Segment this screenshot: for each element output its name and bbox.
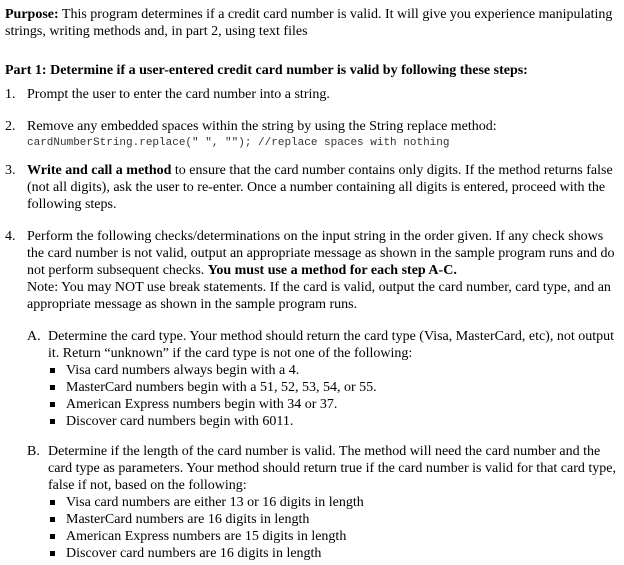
purpose-text: This program determines if a credit card number is valid. It will give you experience manipulating strings, writing methods and, in part 2, using text files xyxy=(5,7,613,39)
step-1-number: 1. xyxy=(5,87,16,102)
part1-heading: Part 1: Determine if a user-entered credit card number is valid by following these steps: xyxy=(5,63,528,78)
step-2-text: Remove any embedded spaces within the string by using the String replace method: xyxy=(27,119,497,134)
list-item: Discover card numbers are 16 digits in length xyxy=(48,545,617,562)
list-item: Visa card numbers always begin with a 4. xyxy=(48,362,617,379)
step-4-number: 4. xyxy=(5,229,16,244)
substep-b-letter: B. xyxy=(27,444,40,459)
list-item: American Express numbers begin with 34 or 37. xyxy=(48,396,617,413)
purpose-label: Purpose: xyxy=(5,7,59,22)
substep-a-text: Determine the card type. Your method should return the card type (Visa, MasterCard, etc), not output it. Return “unknown” if the card type is not one of the following: xyxy=(48,329,615,361)
step-3-body xyxy=(27,162,617,213)
step-1-text: Prompt the user to enter the card number into a string. xyxy=(27,87,330,102)
list-item: MasterCard numbers begin with a 51, 52, 53, 54, or 55. xyxy=(48,379,617,396)
step-2 xyxy=(5,118,617,152)
step-3-bold-lead: Write and call a method xyxy=(27,163,172,178)
substep-a xyxy=(27,328,617,430)
list-item: Visa card numbers are either 13 or 16 digits in length xyxy=(48,494,617,511)
step-3-text: to ensure that the card number contains only digits. If the method returns false (not all digits), ask the user to re-enter. Once a number containing all digits is entered, proceed with the following steps. xyxy=(27,163,613,212)
substep-a-letter: A. xyxy=(27,329,41,344)
step-3-number: 3. xyxy=(5,163,16,178)
step-4 xyxy=(5,228,617,313)
step-3 xyxy=(5,162,617,213)
substep-b-bullet-list xyxy=(48,494,617,562)
substep-a-bullet-list xyxy=(48,362,617,430)
step-4-body xyxy=(27,228,617,313)
substep-b xyxy=(27,443,617,562)
step-2-number: 2. xyxy=(5,119,16,134)
list-item: MasterCard numbers are 16 digits in length xyxy=(48,511,617,528)
code-snippet: cardNumberString.replace(" ", ""); //replace spaces with nothing xyxy=(27,137,450,149)
step-4-bold-requirement: You must use a method for each step A-C. xyxy=(207,263,457,278)
list-item: American Express numbers are 15 digits in length xyxy=(48,528,617,545)
list-item: Discover card numbers begin with 6011. xyxy=(48,413,617,430)
step-4-text-b: Note: You may NOT use break statements. If the card is valid, output the card number, card type, and an appropriate message as shown in the sample program runs. xyxy=(27,280,611,312)
step-1 xyxy=(5,86,617,103)
step-4-text-a: Perform the following checks/determinations on the input string in the order given. If any check shows the card number is not valid, output an appropriate message as shown in the sample program runs and do not perform subsequent checks. xyxy=(27,229,615,278)
substep-b-text: Determine if the length of the card number is valid. The method will need the card number and the card type as parameters. Your method should return true if the card number is valid for that card type, false if not, based on the following: xyxy=(48,444,616,493)
purpose-paragraph xyxy=(5,6,617,40)
